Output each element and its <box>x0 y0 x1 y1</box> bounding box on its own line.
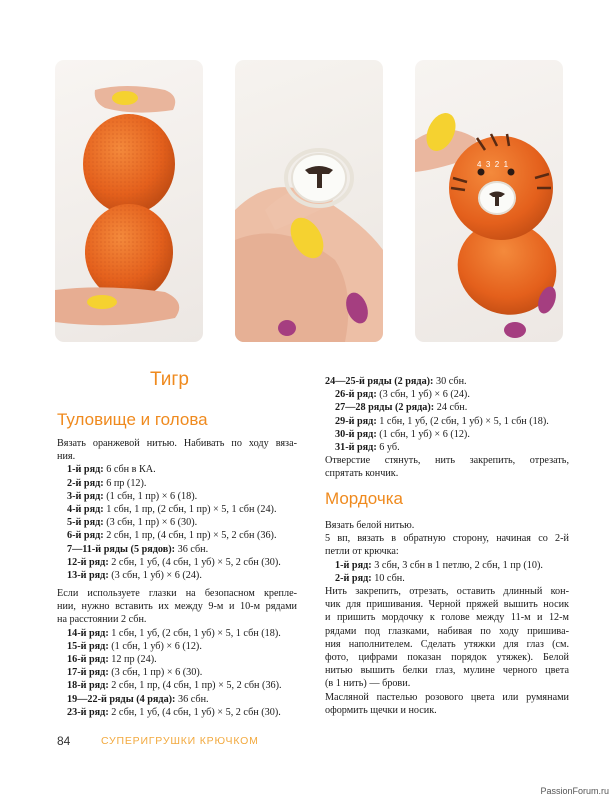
instruction-row <box>57 503 297 516</box>
column2-lower-text <box>325 519 569 717</box>
row-text: (3 сбн, 1 пр) × 6 (30). <box>108 667 203 679</box>
page-title: Тигр <box>150 369 189 390</box>
row-label: 27—28 ряды (2 ряда): <box>335 402 435 414</box>
row-text: 36 сбн. <box>175 543 209 555</box>
row-label: 16-й ряд: <box>67 654 109 666</box>
row-label: 12-й ряд: <box>67 556 109 568</box>
row-text: 30 сбн. <box>433 376 467 387</box>
text-line: нитью вышить белки глаз, мулине черного цвета <box>325 665 569 677</box>
instruction-row <box>57 490 297 503</box>
text-line: на расстоянии 2 сбн. <box>57 614 147 626</box>
instruction-row <box>325 375 569 388</box>
row-label: 18-й ряд: <box>67 680 109 692</box>
instruction-row <box>57 463 297 476</box>
instruction-row <box>325 415 569 428</box>
row-label: 19—22-й ряды (4 ряда): <box>67 693 176 705</box>
row-text: 2 сбн, 1 пр, (4 сбн, 1 пр) × 5, 2 сбн (36). <box>103 530 277 542</box>
row-text: 6 уб. <box>376 442 400 454</box>
instruction-row <box>57 706 297 719</box>
row-label: 1-й ряд: <box>67 464 104 476</box>
page-number: 84 <box>57 734 71 748</box>
row-text: 12 пр (24). <box>108 654 157 666</box>
text-line: чик для пришивания. Черной пряжей вышить носик <box>325 599 569 611</box>
row-text: 10 сбн. <box>371 572 405 584</box>
row-text: 1 сбн, 1 пр, (2 сбн, 1 пр) × 5, 1 сбн (24). <box>103 504 277 516</box>
text-line: фото, цифрами показан порядок утяжек). Белой <box>325 652 569 664</box>
photo-tiger-assembled-face <box>415 60 563 342</box>
instruction-row <box>57 679 297 692</box>
instruction-row <box>325 559 569 572</box>
row-label: 24—25-й ряды (2 ряда): <box>325 376 434 387</box>
text-line: петли от крючка: <box>325 546 399 558</box>
row-text: (3 сбн, 1 уб) × 6 (24). <box>108 570 202 582</box>
row-label: 5-й ряд: <box>67 517 104 529</box>
instruction-row <box>325 388 569 401</box>
row-text: (3 сбн, 1 уб) × 6 (24). <box>376 389 470 401</box>
row-text: (1 сбн, 1 пр) × 6 (18). <box>103 490 198 502</box>
photo-tiger-body-and-head <box>55 60 203 342</box>
row-label: 14-й ряд: <box>67 627 109 639</box>
row-label: 3-й ряд: <box>67 490 104 502</box>
text-line: спрятать кончик. <box>325 468 399 480</box>
text-line: (в 1 нить) — брови. <box>325 678 411 690</box>
row-label: 30-й ряд: <box>335 428 377 440</box>
row-text: 1 сбн, 1 уб, (2 сбн, 1 уб) × 5, 1 сбн (18). <box>108 627 281 639</box>
row-text: 1 сбн, 1 уб, (2 сбн, 1 уб) × 5, 1 сбн (18). <box>376 415 549 427</box>
row-text: 2 сбн, 1 уб, (4 сбн, 1 уб) × 5, 2 сбн (30). <box>108 556 281 568</box>
row-label: 1-й ряд: <box>335 559 372 571</box>
row-label: 17-й ряд: <box>67 667 109 679</box>
text-line: Масляной пастелью розового цвета или румянами <box>325 691 569 703</box>
text-line: Если используете глазки на безопасном крепле- <box>57 588 297 599</box>
instruction-row <box>325 572 569 585</box>
eye-row-count-labels: 4 3 2 1 <box>477 160 509 169</box>
instruction-row <box>57 627 297 640</box>
row-text: 24 сбн. <box>434 402 468 414</box>
row-text: (3 сбн, 1 пр) × 6 (30). <box>103 517 198 529</box>
section-heading-body-and-head: Туловище и голова <box>57 410 208 429</box>
instruction-row <box>57 653 297 666</box>
text-line: 5 вп, вязать в обратную сторону, начиная со 2-й <box>325 533 569 545</box>
row-text: 3 сбн, 3 сбн в 1 петлю, 2 сбн, 1 пр (10). <box>371 559 543 571</box>
instruction-row <box>57 556 297 569</box>
instruction-row <box>325 428 569 441</box>
row-label: 2-й ряд: <box>67 477 104 489</box>
photo-tiger-muzzle <box>235 60 383 342</box>
instruction-row <box>57 529 297 542</box>
instruction-row <box>57 640 297 653</box>
row-label: 13-й ряд: <box>67 570 109 582</box>
instruction-row <box>325 441 569 454</box>
section-heading-muzzle: Мордочка <box>325 489 403 508</box>
instruction-row <box>57 693 297 706</box>
row-label: 26-й ряд: <box>335 389 377 401</box>
instruction-row <box>325 401 569 414</box>
row-label: 7—11-й ряды (5 рядов): <box>67 543 176 555</box>
text-line: Отверстие стянуть, нить закрепить, отрезать, <box>325 455 569 467</box>
text-line: Нить закрепить, отрезать, оставить длинный кон- <box>325 586 569 598</box>
text-line: Вязать белой нитью. <box>325 520 415 531</box>
text-line: Вязать оранжевой нитью. Набивать по ходу вяза- <box>57 438 297 449</box>
instruction-row <box>57 543 297 556</box>
instruction-row <box>57 516 297 529</box>
row-text: 2 сбн, 1 уб, (4 сбн, 1 уб) × 5, 2 сбн (30). <box>108 706 281 718</box>
instruction-row <box>57 666 297 679</box>
row-label: 29-й ряд: <box>335 415 377 427</box>
column1-lower-text <box>57 587 297 719</box>
row-text: 6 сбн в КА. <box>103 464 156 476</box>
row-text: 2 сбн, 1 пр, (4 сбн, 1 пр) × 5, 2 сбн (36). <box>108 680 282 692</box>
row-text: (1 сбн, 1 уб) × 6 (12). <box>108 640 202 652</box>
row-label: 4-й ряд: <box>67 504 104 516</box>
text-line: нии, нужно вставить их между 9-м и 10-м рядами <box>57 601 297 613</box>
column2-upper-text <box>325 375 569 481</box>
text-line: и пришить мордочку к голове между 11-м и 12-м <box>325 612 569 624</box>
text-line: ния. <box>57 451 76 463</box>
text-line: оформить щечки и носик. <box>325 704 437 716</box>
column1-upper-text <box>57 437 297 582</box>
watermark: PassionForum.ru <box>540 786 609 796</box>
running-footer-book-title: СУПЕРИГРУШКИ КРЮЧКОМ <box>101 735 259 747</box>
row-text: 6 пр (12). <box>103 477 147 489</box>
text-line: рядами под глазками, набивая по ходу пришива- <box>325 625 569 637</box>
row-text: 36 сбн. <box>175 693 209 705</box>
row-label: 31-й ряд: <box>335 442 377 454</box>
text-line: ния наполнителем. Сделать утяжки для глаз (см. <box>325 638 569 650</box>
instruction-row <box>57 477 297 490</box>
row-label: 23-й ряд: <box>67 706 109 718</box>
row-label: 6-й ряд: <box>67 530 104 542</box>
row-text: (1 сбн, 1 уб) × 6 (12). <box>376 428 470 440</box>
row-label: 15-й ряд: <box>67 640 109 652</box>
instruction-row <box>57 569 297 582</box>
row-label: 2-й ряд: <box>335 572 372 584</box>
